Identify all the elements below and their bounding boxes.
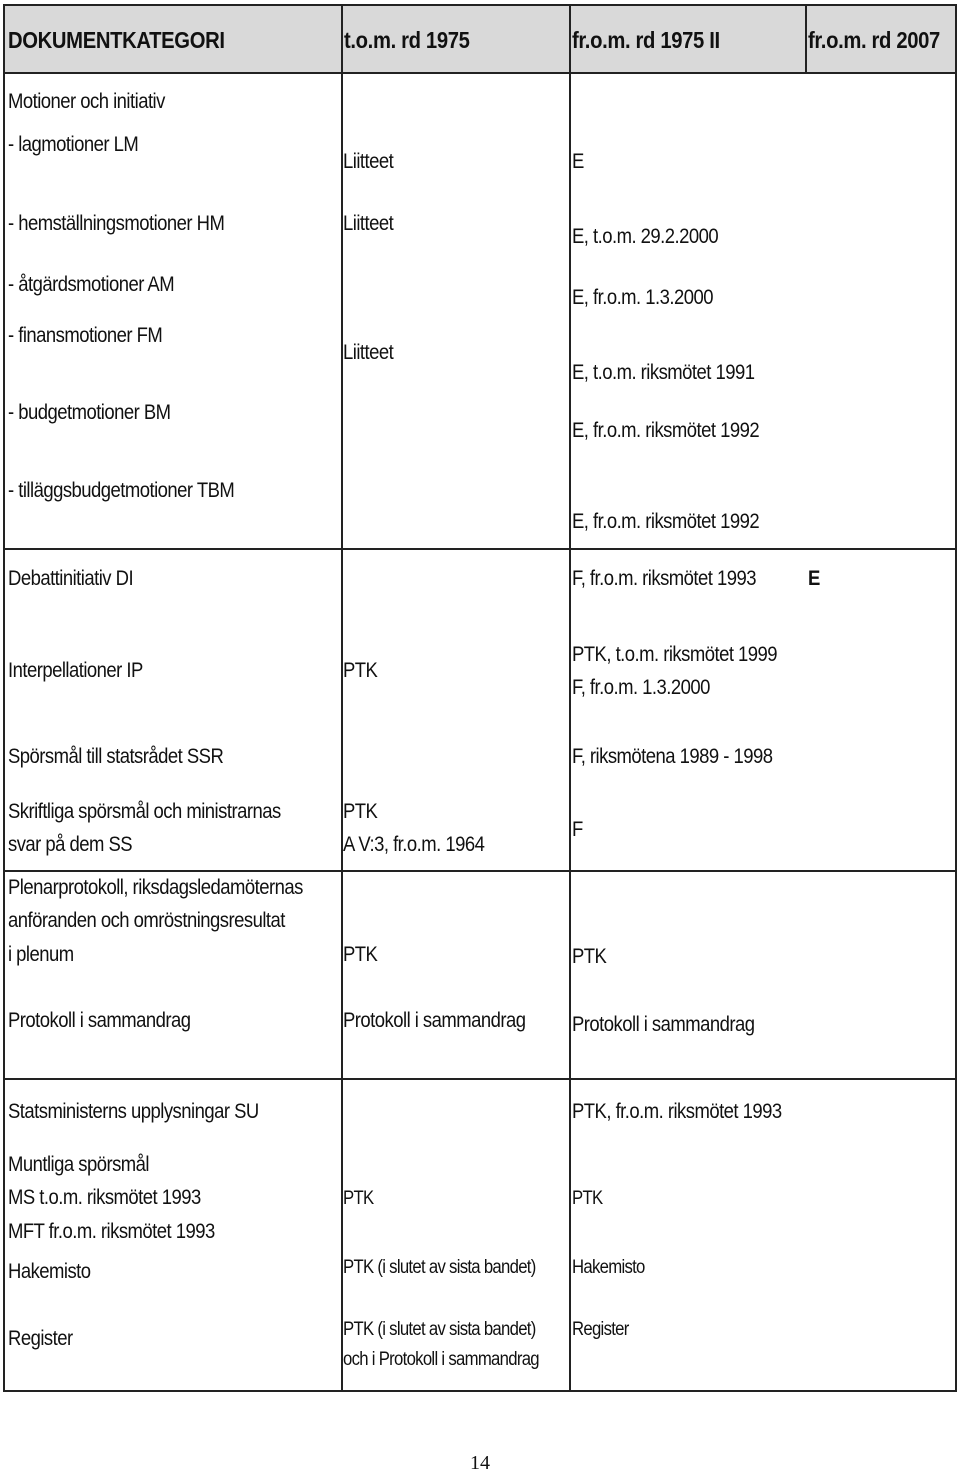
cell-ss-c2-line2: A V:3, fr.o.m. 1964 — [343, 833, 485, 856]
cell-am-c3: E, fr.o.m. 1.3.2000 — [572, 286, 713, 309]
cell-sammandrag-c3: Protokoll i sammandrag — [572, 1013, 755, 1036]
cell-register-c3: Register — [572, 1319, 629, 1340]
row-plenar-line2: anföranden och omröstningsresultat — [8, 909, 285, 932]
cell-register-c2-line1: PTK (i slutet av sista bandet) — [343, 1319, 536, 1340]
row-hakemisto: Hakemisto — [8, 1260, 91, 1283]
cell-hm-c3: E, t.o.m. 29.2.2000 — [572, 225, 719, 248]
cell-hm-c2: Liitteet — [343, 212, 394, 235]
page-number: 14 — [470, 1452, 490, 1474]
row-su: Statsministerns upplysningar SU — [8, 1100, 259, 1123]
row-title-motioner: Motioner och initiativ — [8, 90, 165, 113]
row-ms-line2: MS t.o.m. riksmötet 1993 — [8, 1186, 201, 1209]
cell-ss-c3: F — [572, 818, 583, 841]
cell-fm-c2: Liitteet — [343, 341, 394, 364]
row-bm: - budgetmotioner BM — [8, 401, 171, 424]
column-divider — [569, 6, 571, 1390]
header-period-1975-ii: fr.o.m. rd 1975 II — [572, 27, 720, 53]
row-ip: Interpellationer IP — [8, 659, 143, 682]
cell-fm-c3: E, t.o.m. riksmötet 1991 — [572, 361, 755, 384]
row-plenar-line1: Plenarprotokoll, riksdagsledamöternas — [8, 876, 303, 899]
cell-ssr-c3: F, riksmötena 1989 - 1998 — [572, 745, 773, 768]
cell-plenar-c2: PTK — [343, 943, 378, 966]
row-divider — [5, 870, 955, 872]
cell-hakemisto-c2: PTK (i slutet av sista bandet) — [343, 1257, 536, 1278]
row-sammandrag: Protokoll i sammandrag — [8, 1009, 191, 1032]
cell-lm-c2: Liitteet — [343, 150, 394, 173]
cell-ms-c2: PTK — [343, 1188, 374, 1209]
cell-bm-c3: E, fr.o.m. riksmötet 1992 — [572, 419, 760, 442]
row-divider — [5, 1078, 955, 1080]
cell-ip-c3-line1: PTK, t.o.m. riksmötet 1999 — [572, 643, 778, 666]
cell-tbm-c3: E, fr.o.m. riksmötet 1992 — [572, 510, 760, 533]
cell-ms-c3: PTK — [572, 1188, 603, 1209]
cell-register-c2-line2: och i Protokoll i sammandrag — [343, 1349, 539, 1370]
row-am: - åtgärdsmotioner AM — [8, 273, 175, 296]
row-plenar-line3: i plenum — [8, 943, 74, 966]
cell-di-c4: E — [808, 567, 820, 590]
cell-di-c3: F, fr.o.m. riksmötet 1993 — [572, 567, 757, 590]
header-document-category: DOKUMENTKATEGORI — [8, 27, 225, 53]
row-ss-line2: svar på dem SS — [8, 833, 133, 856]
row-ss-line1: Skriftliga spörsmål och ministrarnas — [8, 800, 281, 823]
row-ms-line1: Muntliga spörsmål — [8, 1153, 149, 1176]
row-divider — [5, 548, 955, 550]
column-divider — [805, 6, 807, 74]
cell-ss-c2-line1: PTK — [343, 800, 378, 823]
cell-plenar-c3: PTK — [572, 945, 607, 968]
row-di: Debattinitiativ DI — [8, 567, 134, 590]
header-period-1975: t.o.m. rd 1975 — [344, 27, 470, 53]
cell-lm-c3: E — [572, 150, 584, 173]
header-period-2007: fr.o.m. rd 2007 — [808, 27, 940, 53]
row-lm: - lagmotioner LM — [8, 133, 139, 156]
row-hm: - hemställningsmotioner HM — [8, 212, 225, 235]
row-fm: - finansmotioner FM — [8, 324, 163, 347]
cell-su-c3: PTK, fr.o.m. riksmötet 1993 — [572, 1100, 782, 1123]
row-tbm: - tilläggsbudgetmotioner TBM — [8, 479, 235, 502]
cell-sammandrag-c2: Protokoll i sammandrag — [343, 1009, 526, 1032]
row-ssr: Spörsmål till statsrådet SSR — [8, 745, 224, 768]
cell-hakemisto-c3: Hakemisto — [572, 1257, 645, 1278]
cell-ip-c3-line2: F, fr.o.m. 1.3.2000 — [572, 676, 710, 699]
row-register: Register — [8, 1327, 73, 1350]
cell-ip-c2: PTK — [343, 659, 378, 682]
row-ms-line3: MFT fr.o.m. riksmötet 1993 — [8, 1220, 215, 1243]
